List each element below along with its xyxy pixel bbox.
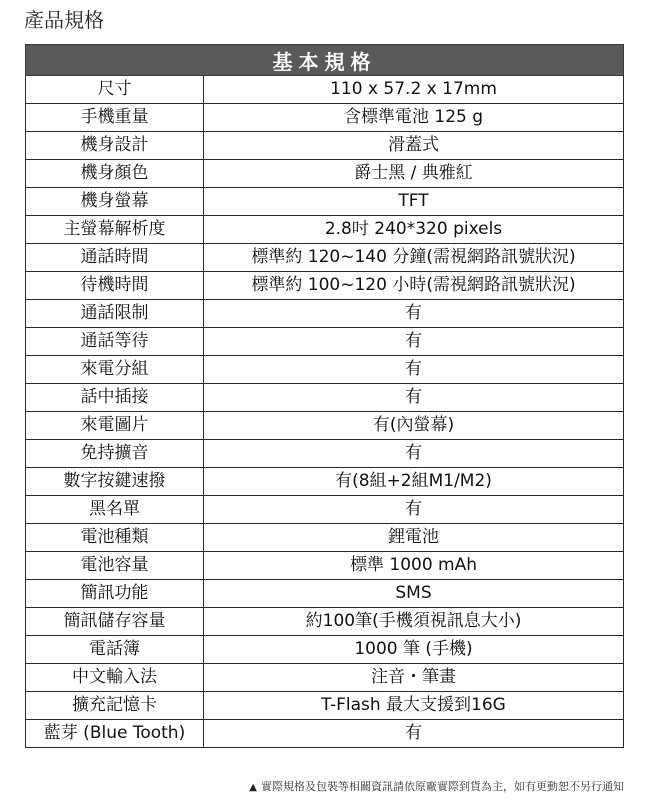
spec-value: 約100筆(手機須視訊息大小) (204, 608, 624, 636)
spec-label: 擴充記憶卡 (26, 692, 204, 720)
table-row (26, 160, 624, 188)
table-row (26, 384, 624, 412)
spec-label: 中文輸入法 (26, 664, 204, 692)
table-row (26, 496, 624, 524)
spec-value: 有 (204, 440, 624, 468)
spec-value: 滑蓋式 (204, 132, 624, 160)
table-row (26, 440, 624, 468)
spec-value: 有 (204, 496, 624, 524)
table-row (26, 104, 624, 132)
spec-value: 爵士黑 / 典雅紅 (204, 160, 624, 188)
spec-label: 電池種類 (26, 524, 204, 552)
spec-label: 免持擴音 (26, 440, 204, 468)
table-row (26, 412, 624, 440)
spec-value: SMS (204, 580, 624, 608)
spec-rows (26, 76, 624, 748)
spec-label: 簡訊儲存容量 (26, 608, 204, 636)
spec-label: 通話等待 (26, 328, 204, 356)
spec-label: 電池容量 (26, 552, 204, 580)
spec-table (25, 44, 624, 748)
spec-value: T-Flash 最大支援到16G (204, 692, 624, 720)
table-row (26, 664, 624, 692)
table-row (26, 132, 624, 160)
spec-label: 藍芽 (Blue Tooth) (26, 720, 204, 748)
spec-value: 1000 筆 (手機) (204, 636, 624, 664)
table-header: 基本規格 (26, 45, 624, 76)
table-row (26, 76, 624, 104)
spec-value: 有(8組+2組M1/M2) (204, 468, 624, 496)
spec-label: 待機時間 (26, 272, 204, 300)
page-title: 產品規格 (24, 8, 104, 32)
table-row (26, 244, 624, 272)
spec-label: 通話時間 (26, 244, 204, 272)
spec-label: 機身顏色 (26, 160, 204, 188)
table-row (26, 720, 624, 748)
table-row (26, 216, 624, 244)
spec-value: 含標準電池 125 g (204, 104, 624, 132)
spec-value: TFT (204, 188, 624, 216)
spec-value: 有 (204, 384, 624, 412)
table-row (26, 356, 624, 384)
spec-label: 來電分組 (26, 356, 204, 384)
spec-label: 機身設計 (26, 132, 204, 160)
spec-value: 注音・筆畫 (204, 664, 624, 692)
table-row (26, 636, 624, 664)
spec-value: 有 (204, 356, 624, 384)
spec-value: 標準約 120~140 分鐘(需視網路訊號狀況) (204, 244, 624, 272)
table-row (26, 468, 624, 496)
spec-value: 有 (204, 300, 624, 328)
spec-label: 黑名單 (26, 496, 204, 524)
triangle-icon: ▲ (249, 782, 257, 793)
spec-value: 標準約 100~120 小時(需視網路訊號狀況) (204, 272, 624, 300)
table-row (26, 552, 624, 580)
spec-value: 110 x 57.2 x 17mm (204, 76, 624, 104)
table-row (26, 272, 624, 300)
footnote (249, 778, 624, 794)
table-row (26, 188, 624, 216)
spec-label: 數字按鍵速撥 (26, 468, 204, 496)
spec-value: 2.8吋 240*320 pixels (204, 216, 624, 244)
table-row (26, 524, 624, 552)
table-row (26, 692, 624, 720)
spec-value: 鋰電池 (204, 524, 624, 552)
spec-label: 來電圖片 (26, 412, 204, 440)
spec-label: 通話限制 (26, 300, 204, 328)
spec-value: 有 (204, 720, 624, 748)
spec-label: 主螢幕解析度 (26, 216, 204, 244)
spec-label: 簡訊功能 (26, 580, 204, 608)
spec-value: 有 (204, 328, 624, 356)
spec-label: 機身螢幕 (26, 188, 204, 216)
spec-label: 手機重量 (26, 104, 204, 132)
spec-label: 話中插接 (26, 384, 204, 412)
table-row (26, 328, 624, 356)
spec-value: 有(內螢幕) (204, 412, 624, 440)
spec-value: 標準 1000 mAh (204, 552, 624, 580)
footnote-text: 實際規格及包裝等相關資訊請依原廠實際到貨為主，如有更動恕不另行通知 (261, 780, 624, 793)
table-header-row (26, 45, 624, 76)
table-row (26, 608, 624, 636)
table-row (26, 300, 624, 328)
table-row (26, 580, 624, 608)
spec-label: 尺寸 (26, 76, 204, 104)
spec-label: 電話簿 (26, 636, 204, 664)
